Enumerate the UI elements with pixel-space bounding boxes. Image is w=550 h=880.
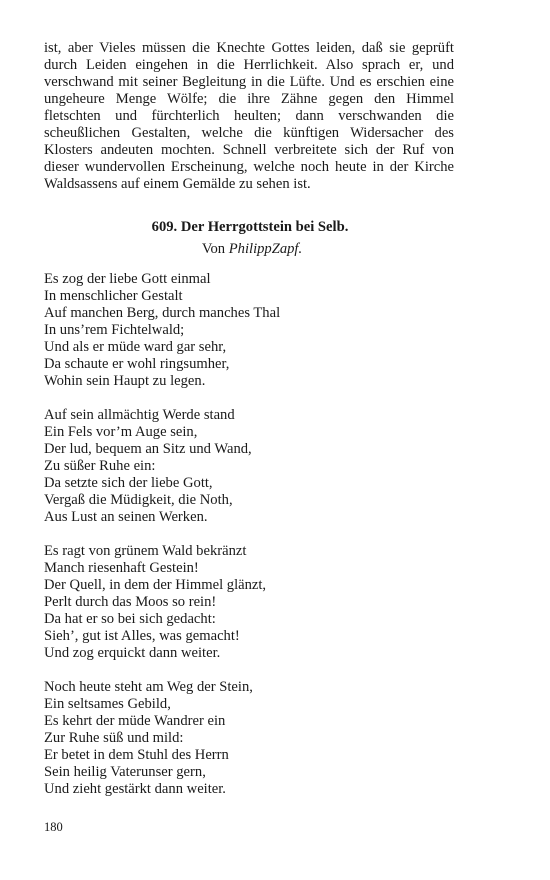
book-page — [44, 40, 454, 815]
poem-line: Da setzte sich der liebe Gott, — [44, 475, 213, 491]
poem-line: Perlt durch das Moos so rein! — [44, 594, 217, 610]
poem-line: Und zog erquickt dann weiter. — [44, 645, 221, 661]
poem-line: Sieh’, gut ist Alles, was gemacht! — [44, 628, 240, 644]
poem-line: Manch riesenhaft Gestein! — [44, 560, 199, 576]
poem-line: Der lud, bequem an Sitz und Wand, — [44, 441, 252, 457]
poem-line: Vergaß die Müdigkeit, die Noth, — [44, 492, 233, 508]
poem-line: Wohin sein Haupt zu legen. — [44, 373, 206, 389]
poem-stanza-4 — [44, 679, 454, 798]
poem-line: Es zog der liebe Gott einmal — [44, 271, 211, 287]
poem-line: Ein seltsames Gebild, — [44, 696, 171, 712]
poem-stanza-3 — [44, 543, 454, 662]
poem-line: Auf sein allmächtig Werde stand — [44, 407, 235, 423]
poem-line: Und zieht gestärkt dann weiter. — [44, 781, 226, 797]
poem-stanza-1 — [44, 271, 454, 390]
poem-stanza-2 — [44, 407, 454, 526]
poem-line: Sein heilig Vaterunser gern, — [44, 764, 206, 780]
poem-line: Ein Fels vor’m Auge sein, — [44, 424, 198, 440]
section-heading: 609. Der Herrgottstein bei Selb. — [151, 219, 349, 235]
poem-line: Der Quell, in dem der Himmel glänzt, — [44, 577, 267, 593]
poem-line: In uns’rem Fichtelwald; — [44, 322, 185, 338]
poem-line: Da hat er so bei sich gedacht: — [44, 611, 216, 627]
poem-line: Er betet in dem Stuhl des Herrn — [44, 747, 229, 763]
poem-line: Zur Ruhe süß und mild: — [44, 730, 184, 746]
intro-paragraph: ist, aber Vieles müssen die Knechte Gottes leiden, daß sie geprüft durch Leiden eingehen in die Herrlichkeit. Also sprach er, und verschwand mit seiner Begleitung in die Lüfte. Und es erschien eine ungeheure Menge Wölfe; die ihre Zähne gegen den Himmel fletschten und fürchterlich heulten; dann verschwanden die scheußlichen Gestalten, welche die künftigen Widersacher des Klosters andeuten mochten. Schnell verbreitete sich der Ruf von dieser wundervollen Erscheinung, welche noch heute in der Kirche Waldsassens auf einem Gemälde zu sehen ist. — [44, 40, 454, 192]
poem-line: Und als er müde ward gar sehr, — [44, 339, 227, 355]
page-number: 180 — [44, 820, 63, 834]
poem — [44, 271, 454, 798]
byline-prefix: Von — [201, 241, 229, 257]
poem-line: Da schaute er wohl ringsumher, — [44, 356, 230, 372]
byline-author: PhilippZapf. — [228, 241, 303, 257]
poem-line: Es kehrt der müde Wandrer ein — [44, 713, 226, 729]
poem-line: Aus Lust an seinen Werken. — [44, 509, 208, 525]
byline — [44, 240, 454, 258]
poem-line: In menschlicher Gestalt — [44, 288, 183, 304]
poem-line: Es ragt von grünem Wald bekränzt — [44, 543, 247, 559]
poem-line: Noch heute steht am Weg der Stein, — [44, 679, 253, 695]
poem-line: Auf manchen Berg, durch manches Thal — [44, 305, 281, 321]
poem-line: Zu süßer Ruhe ein: — [44, 458, 156, 474]
